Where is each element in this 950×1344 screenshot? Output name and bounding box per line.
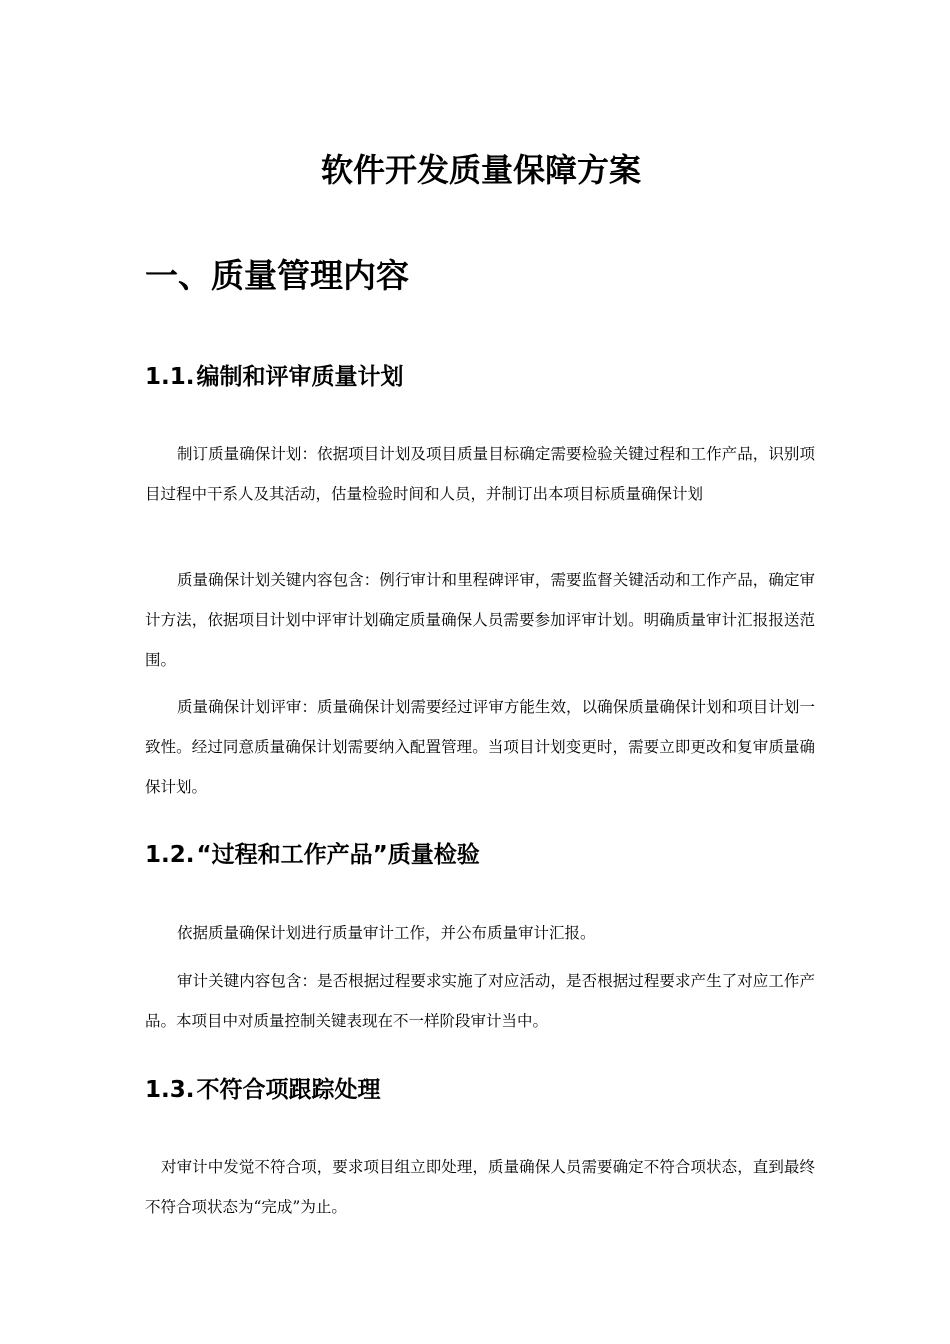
subsection-heading-1-3 [145,1074,380,1106]
subsection-heading-1-2 [145,839,480,871]
document-title: 软件开发质量保障方案 [320,151,641,189]
paragraph-1-1-a: 制订质量确保计划：依据项目计划及项目质量目标确定需要检验关键过程和工作产品，识别项目过程中干系人及其活动，估量检验时间和人员，并制订出本项目标质量确保计划 [145,445,815,503]
paragraph-1-1-c: 质量确保计划评审：质量确保计划需要经过评审方能生效，以确保质量确保计划和项目计划一致性。经过同意质量确保计划需要纳入配置管理。当项目计划变更时，需要立即更改和复审质量确保计划。 [145,698,815,796]
paragraph-1-2-a: 依据质量确保计划进行质量审计工作，并公布质量审计汇报。 [177,924,596,942]
section-heading-1: 一、质量管理内容 [145,256,409,295]
subsection-heading-1-1 [145,361,403,393]
paragraph-1-1-b: 质量确保计划关键内容包含：例行审计和里程碑评审，需要监督关键活动和工作产品，确定审计方法，依据项目计划中评审计划确定质量确保人员需要参加评审计划。明确质量审计汇报报送范围。 [145,571,815,669]
subsection-number: 1.3. [145,1077,195,1103]
subsection-number: 1.1. [145,364,195,390]
subsection-title: “过程和工作产品”质量检验 [196,842,480,868]
subsection-title: 编制和评审质量计划 [196,364,404,390]
subsection-title: 不符合项跟踪处理 [196,1077,381,1103]
paragraph-1-2-b: 审计关键内容包含：是否根据过程要求实施了对应活动，是否根据过程要求产生了对应工作产品。本项目中对质量控制关键表现在不一样阶段审计当中。 [145,972,815,1030]
paragraph-1-3-a: 对审计中发觉不符合项，要求项目组立即处理，质量确保人员需要确定不符合项状态，直到最终不符合项状态为“完成”为止。 [145,1158,815,1216]
subsection-number: 1.2. [145,842,195,868]
